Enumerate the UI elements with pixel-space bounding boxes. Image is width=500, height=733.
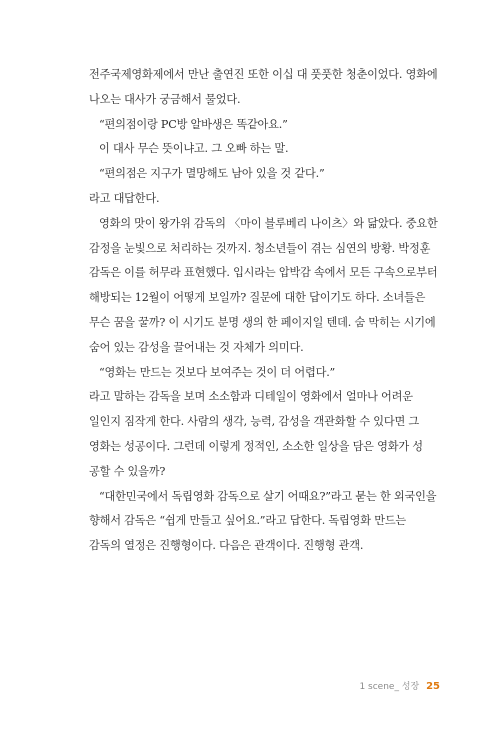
text-line: 라고 말하는 감독을 보며 소소함과 디테일이 영화에서 얼마나 어려운 <box>89 390 413 404</box>
text-line: 무슨 꿈을 꿀까? 이 시기도 분명 생의 한 페이지일 텐데. 숨 막히는 시기에 <box>89 315 436 329</box>
text-line: 일인지 짐작게 한다. 사람의 생각, 능력, 감성을 객관화할 수 있다면 그 <box>89 415 420 429</box>
section-label: 1 scene_ 성장 <box>359 682 420 692</box>
text-line: 나오는 대사가 궁금해서 물었다. <box>89 92 241 106</box>
page-footer <box>359 679 440 692</box>
quote-line: “편의점이랑 PC방 알바생은 똑같아요.” <box>99 117 288 131</box>
body-text <box>89 63 459 559</box>
text-line: 감독의 열정은 진행형이다. 다음은 관객이다. 진행형 관객. <box>89 539 364 553</box>
text-line: 라고 대답한다. <box>89 191 160 205</box>
text-line: 영화는 성공이다. 그런데 이렇게 정적인, 소소한 일상을 담은 영화가 성 <box>89 439 423 453</box>
quote-line: “영화는 만드는 것보다 보여주는 것이 더 어렵다.” <box>99 365 336 379</box>
text-line: 공할 수 있을까? <box>89 464 166 478</box>
text-line: 숨어 있는 감성을 끌어내는 것 자체가 의미다. <box>89 340 304 354</box>
text-line: 전주국제영화제에서 만난 출연진 또한 이십 대 풋풋한 청춘이었다. 영화에 <box>89 68 438 81</box>
text-line: 감정을 눈빛으로 처리하는 것까지. 청소년들이 겪는 심연의 방황. 박정훈 <box>89 241 431 255</box>
text-line: 향해서 감독은 “쉽게 만들고 싶어요.”라고 답한다. 독립영화 만드는 <box>89 514 407 528</box>
text-line: 영화의 맛이 왕가위 감독의 〈마이 블루베리 나이츠〉와 닮았다. 중요한 <box>99 216 438 230</box>
quote-line: “편의점은 지구가 멸망해도 남아 있을 것 같다.” <box>99 167 325 181</box>
text-line: 이 대사 무슨 뜻이냐고. 그 오빠 하는 말. <box>99 142 289 156</box>
text-line: 감독은 이를 허무라 표현했다. 입시라는 압박감 속에서 모든 구속으로부터 <box>89 266 438 280</box>
page-number: 25 <box>426 681 440 692</box>
text-line: 해방되는 12월이 어떻게 보일까? 질문에 대한 답이기도 하다. 소녀들은 <box>89 291 426 305</box>
quote-line: “대한민국에서 독립영화 감독으로 살기 어때요?”라고 묻는 한 외국인을 <box>99 489 437 503</box>
